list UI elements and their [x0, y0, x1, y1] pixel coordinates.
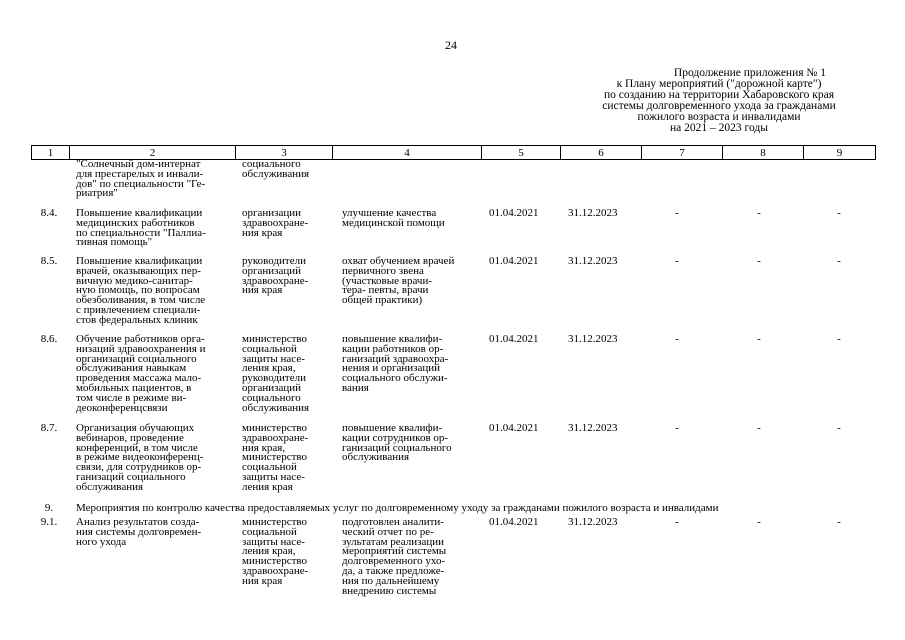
cell-responsible: министерство социальной защиты насе- ления края, министерство здравоохране- ния края [242, 516, 309, 587]
cell-end-date: 31.12.2023 [568, 516, 618, 528]
cell-num: 9.1. [40, 516, 58, 528]
table-row [31, 335, 876, 424]
header-cell: 5 [482, 146, 561, 160]
header-cell: 4 [333, 146, 482, 160]
cell-col9: - [837, 516, 841, 528]
caption-line: Продолжение приложения № 1 [673, 67, 826, 79]
cell-col9: - [837, 207, 841, 219]
cell-result: повышение квалифи- кации работников ор- ганизаций здравоохра- нения и организаций социального обслужи- вания [342, 333, 449, 394]
header-cell: 7 [642, 146, 723, 160]
header-cell: 2 [70, 146, 236, 160]
cell-col8: - [757, 333, 761, 345]
appendix-caption [560, 68, 878, 134]
header-cell: 3 [236, 146, 333, 160]
cell-responsible: министерство социальной защиты насе- ления края, руководители организаций социального обслуживания [242, 333, 310, 414]
cell-result: улучшение качества медицинской помощи [342, 207, 445, 229]
cell-activity: Анализ результатов созда- ния системы долговремен- ного ухода [76, 516, 202, 548]
cell-result: охват обучением врачей первичного звена (участковые врачи- тера- певты, врачи общей практики) [342, 255, 455, 307]
cell-num: 8.4. [40, 207, 58, 219]
cell-start-date: 01.04.2021 [489, 333, 539, 345]
cell-activity: "Солнечный дом-интернат для престарелых и инвали- дов" по специальности "Ге- риатрия" [76, 158, 206, 200]
cell-start-date: 01.04.2021 [489, 516, 539, 528]
cell-col7: - [675, 333, 679, 345]
cell-responsible: министерство здравоохране- ния края, министерство социальной защиты насе- ления края [242, 422, 309, 493]
cell-num: 8.6. [40, 333, 58, 345]
cell-result: повышение квалифи- кации сотрудников ор- ганизаций социального обслуживания [342, 422, 452, 464]
cell-col7: - [675, 516, 679, 528]
header-cell: 6 [561, 146, 642, 160]
cell-responsible: руководители организаций здравоохране- ния края [242, 255, 309, 297]
table-body [31, 160, 876, 598]
header-cell: 8 [723, 146, 804, 160]
cell-col8: - [757, 422, 761, 434]
caption-line: к Плану мероприятий ("дорожной карте") [616, 78, 822, 90]
cell-start-date: 01.04.2021 [489, 207, 539, 219]
cell-end-date: 31.12.2023 [568, 255, 618, 267]
caption-line: по созданию на территории Хабаровского края [603, 89, 835, 101]
table-row [31, 257, 876, 335]
cell-end-date: 31.12.2023 [568, 333, 618, 345]
cell-col7: - [675, 422, 679, 434]
cell-start-date: 01.04.2021 [489, 422, 539, 434]
cell-col9: - [837, 255, 841, 267]
cell-col8: - [757, 516, 761, 528]
cell-col9: - [837, 333, 841, 345]
cell-col7: - [675, 255, 679, 267]
cell-result: подготовлен аналити- ческий отчет по ре- зультатам реализации мероприятий системы долговременного ухо- да, а также предложе- ния по дальнейшему внедрению системы [342, 516, 447, 597]
caption-line: пожилого возраста и инвалидами [637, 111, 801, 123]
page-number: 24 [445, 38, 457, 52]
table-row [31, 518, 876, 598]
cell-col9: - [837, 422, 841, 434]
section-num: 9. [44, 502, 54, 514]
cell-activity: Организация обучающих вебинаров, проведение конференций, в том числе в режиме видеоконференц- связи, для сотрудников ор- ганизаций социального обслуживания [76, 422, 204, 493]
cell-col7: - [675, 207, 679, 219]
caption-line: на 2021 – 2023 годы [670, 122, 768, 134]
cell-end-date: 31.12.2023 [568, 207, 618, 219]
cell-responsible: социального обслуживания [242, 158, 310, 180]
table-row [31, 160, 876, 209]
cell-activity: Обучение работников орга- низаций здравоохранения и организаций социального обслуживания навыкам проведения массажа мало- мобильных пациентов, в том числе в режиме ви- деоконференцсвязи [76, 333, 206, 414]
table-row [31, 424, 876, 504]
cell-num: 8.5. [40, 255, 58, 267]
cell-responsible: организации здравоохране- ния края [242, 207, 309, 239]
cell-activity: Повышение квалификации врачей, оказывающих пер- вичную медико-санитар- ную помощь, по вопросам обезболивания, в том числе с привлечением специали- стов федеральных клиник [76, 255, 206, 326]
header-cell: 9 [804, 146, 876, 160]
cell-start-date: 01.04.2021 [489, 255, 539, 267]
caption-line: системы долговременного ухода за гражданами [602, 100, 836, 112]
cell-end-date: 31.12.2023 [568, 422, 618, 434]
table-row [31, 209, 876, 257]
cell-col8: - [757, 207, 761, 219]
section-title: Мероприятия по контролю качества предоставляемых услуг по долговременному уходу за гражданами пожилого возраста и инвалидами [76, 502, 719, 514]
cell-num: 8.7. [40, 422, 58, 434]
cell-activity: Повышение квалификации медицинских работников по специальности "Паллиа- тивная помощь" [76, 207, 206, 249]
cell-col8: - [757, 255, 761, 267]
header-cell: 1 [32, 146, 70, 160]
